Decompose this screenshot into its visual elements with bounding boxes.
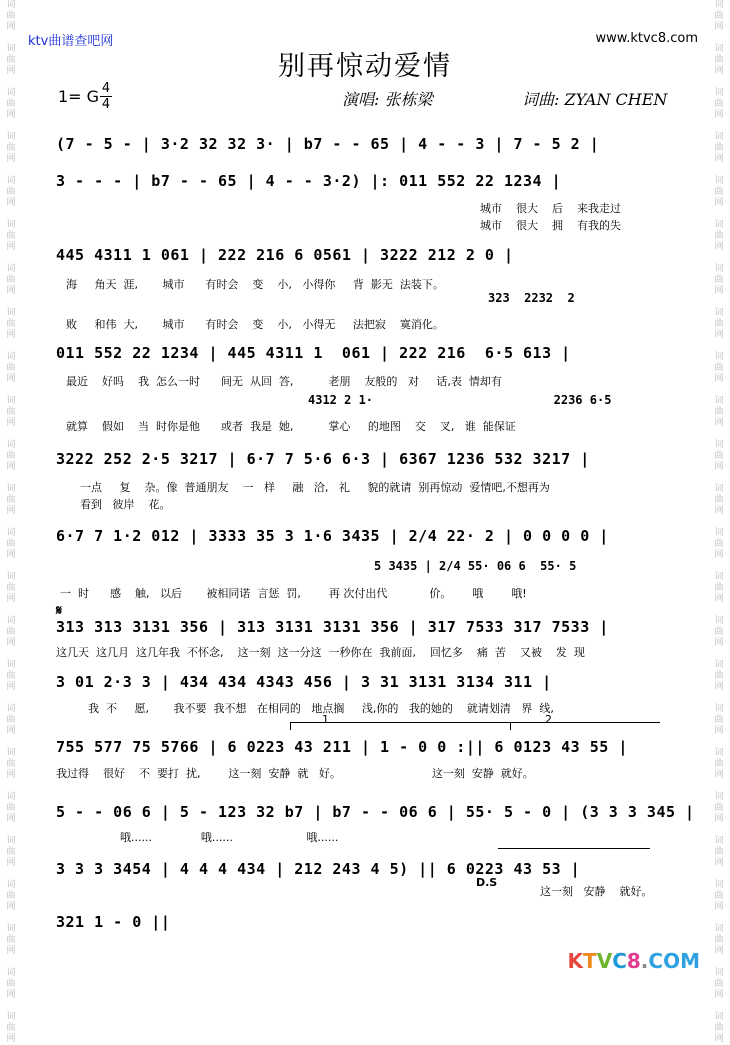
volta-2-label: 2 [545, 713, 552, 726]
lyric-line-10: 哦...... 哦...... 哦...... [120, 831, 339, 844]
lyric-line-4a: 最近 好吗 我 怎么一时 间无 从回 答, 老朋 友般的 对 话,表 情却有 [66, 375, 502, 388]
key-signature: 1= G [58, 87, 100, 106]
side-watermark-left: 词 曲 网 词 曲 网 词 曲 网 词 曲 网 词 曲 网 词 曲 网 词 曲 网 词 曲 网 词 曲 网 词 曲 网 词 曲 网 词 曲 网 词 曲 网 词 曲 网 词 曲 网 词 曲 网 词 曲 网 词 曲 网 词 曲 网 词 曲 网 词 曲 网 词 曲 网 词 曲 网 词 曲 网 [6, 0, 16, 1044]
triplet-bracket [498, 848, 650, 849]
score-line-12: 321 1 - 0 || [56, 913, 171, 931]
lyric-line-6: 一 时 感 触, 以后 被相同诺 言惩 罚, 再 次付出代 价。 哦 哦! [60, 587, 527, 600]
site-name-left: ktv曲谱查吧网 [28, 34, 114, 49]
lyric-line-3b: 败 和伟 大, 城市 有时会 变 小, 小得无 法把寂 寞消化。 [66, 318, 444, 331]
site-url-right: www.ktvc8.com [595, 31, 698, 46]
time-top: 4 [101, 81, 111, 96]
score-line-11: 3 3 3 3454 | 4 4 4 434 | 212 243 4 5) || 6 0223 43 53 | [56, 860, 581, 878]
ktvc8-logo: KTVC8.COM [567, 949, 700, 973]
lyric-line-9: 我过得 很好 不 要打 扰, 这一刻 安静 就 好。 这一刻 安静 就好。 [56, 767, 534, 780]
score-line-6-alt: 5 3435 | 2/4 55· 06 6 55· 5 [374, 559, 577, 573]
lyric-line-4b: 就算 假如 当 时你是他 或者 我是 她, 掌心 的地图 交 叉, 谁 能保证 [66, 420, 516, 433]
lyric-line-8: 我 不 愿, 我不要 我不想 在相同的 地点搁 浅,你的 我的她的 就请划清 界 线, [88, 702, 554, 715]
time-signature [100, 82, 112, 111]
writer-credit: 词曲: ZYAN CHEN [522, 90, 668, 109]
score-line-3-alt: 323 2232 2 [488, 291, 575, 305]
score-line-10: 5 - - 06 6 | 5 - 123 32 b7 | b7 - - 06 6 | 55· 5 - 0 | (3 3 3 345 | [56, 803, 695, 821]
time-bottom: 4 [101, 97, 111, 112]
lyric-line-2a: 城市 很大 后 来我走过 [480, 202, 621, 215]
volta-2-line [510, 722, 660, 723]
score-line-9: 755 577 75 5766 | 6 0223 43 211 | 1 - 0 0 :|| 6 0123 43 55 | [56, 738, 628, 756]
lyric-line-7: 这几天 这几月 这几年我 不怀念, 这一刻 这一分这 一秒你在 我前面, 回忆多 痛 苦 又被 发 现 [56, 646, 585, 659]
score-line-2: 3 - - - | b7 - - 65 | 4 - - 3·2) |: 011 552 22 1234 | [56, 172, 562, 190]
singer-credit: 演唱: 张栋梁 [342, 90, 433, 109]
side-watermark-right: 词 曲 网 词 曲 网 词 曲 网 词 曲 网 词 曲 网 词 曲 网 词 曲 网 词 曲 网 词 曲 网 词 曲 网 词 曲 网 词 曲 网 词 曲 网 词 曲 网 词 曲 网 词 曲 网 词 曲 网 词 曲 网 词 曲 网 词 曲 网 词 曲 网 词 曲 网 词 曲 网 词 曲 网 [714, 0, 724, 1044]
score-line-6: 6·7 7 1·2 012 | 3333 35 3 1·6 3435 | 2/4 22· 2 | 0 0 0 0 | [56, 527, 609, 545]
song-title: 别再惊动爱情 [278, 51, 452, 82]
score-line-3: 445 4311 1 061 | 222 216 6 0561 | 3222 212 2 0 | [56, 246, 514, 264]
score-line-4: 011 552 22 1234 | 445 4311 1 061 | 222 216 6·5 613 | [56, 344, 571, 362]
segno-sign: 𝄋 [56, 603, 63, 619]
volta-1-label: 1 [322, 713, 329, 726]
lyric-line-5b: 看到 彼岸 花。 [80, 498, 171, 511]
lyric-line-11: 这一刻 安静 就好。 [540, 885, 653, 898]
lyric-line-2b: 城市 很大 拥 有我的失 [480, 219, 621, 232]
volta-1-tick [290, 722, 291, 730]
lyric-line-3a: 海 角天 涯, 城市 有时会 变 小, 小得你 背 影无 法装下。 [66, 278, 444, 291]
score-line-1: (7 - 5 - | 3·2 32 32 3· | b7 - - 65 | 4 - - 3 | 7 - 5 2 | [56, 135, 600, 153]
ds-mark: D.S [476, 876, 498, 889]
lyric-line-5a: 一点 复 杂。像 普通朋友 一 样 融 洽, 礼 貌的就请 别再惊动 爱情吧,不想再为 [80, 481, 550, 494]
score-line-8: 3 01 2·3 3 | 434 434 4343 456 | 3 31 3131 3134 311 | [56, 673, 552, 691]
score-line-5: 3222 252 2·5 3217 | 6·7 7 5·6 6·3 | 6367 1236 532 3217 | [56, 450, 590, 468]
volta-2-tick [510, 722, 511, 730]
score-line-4-alt: 4312 2 1· 2236 6·5 [308, 393, 612, 407]
score-line-7: 313 313 3131 356 | 313 3131 3131 356 | 317 7533 317 7533 | [56, 618, 609, 636]
